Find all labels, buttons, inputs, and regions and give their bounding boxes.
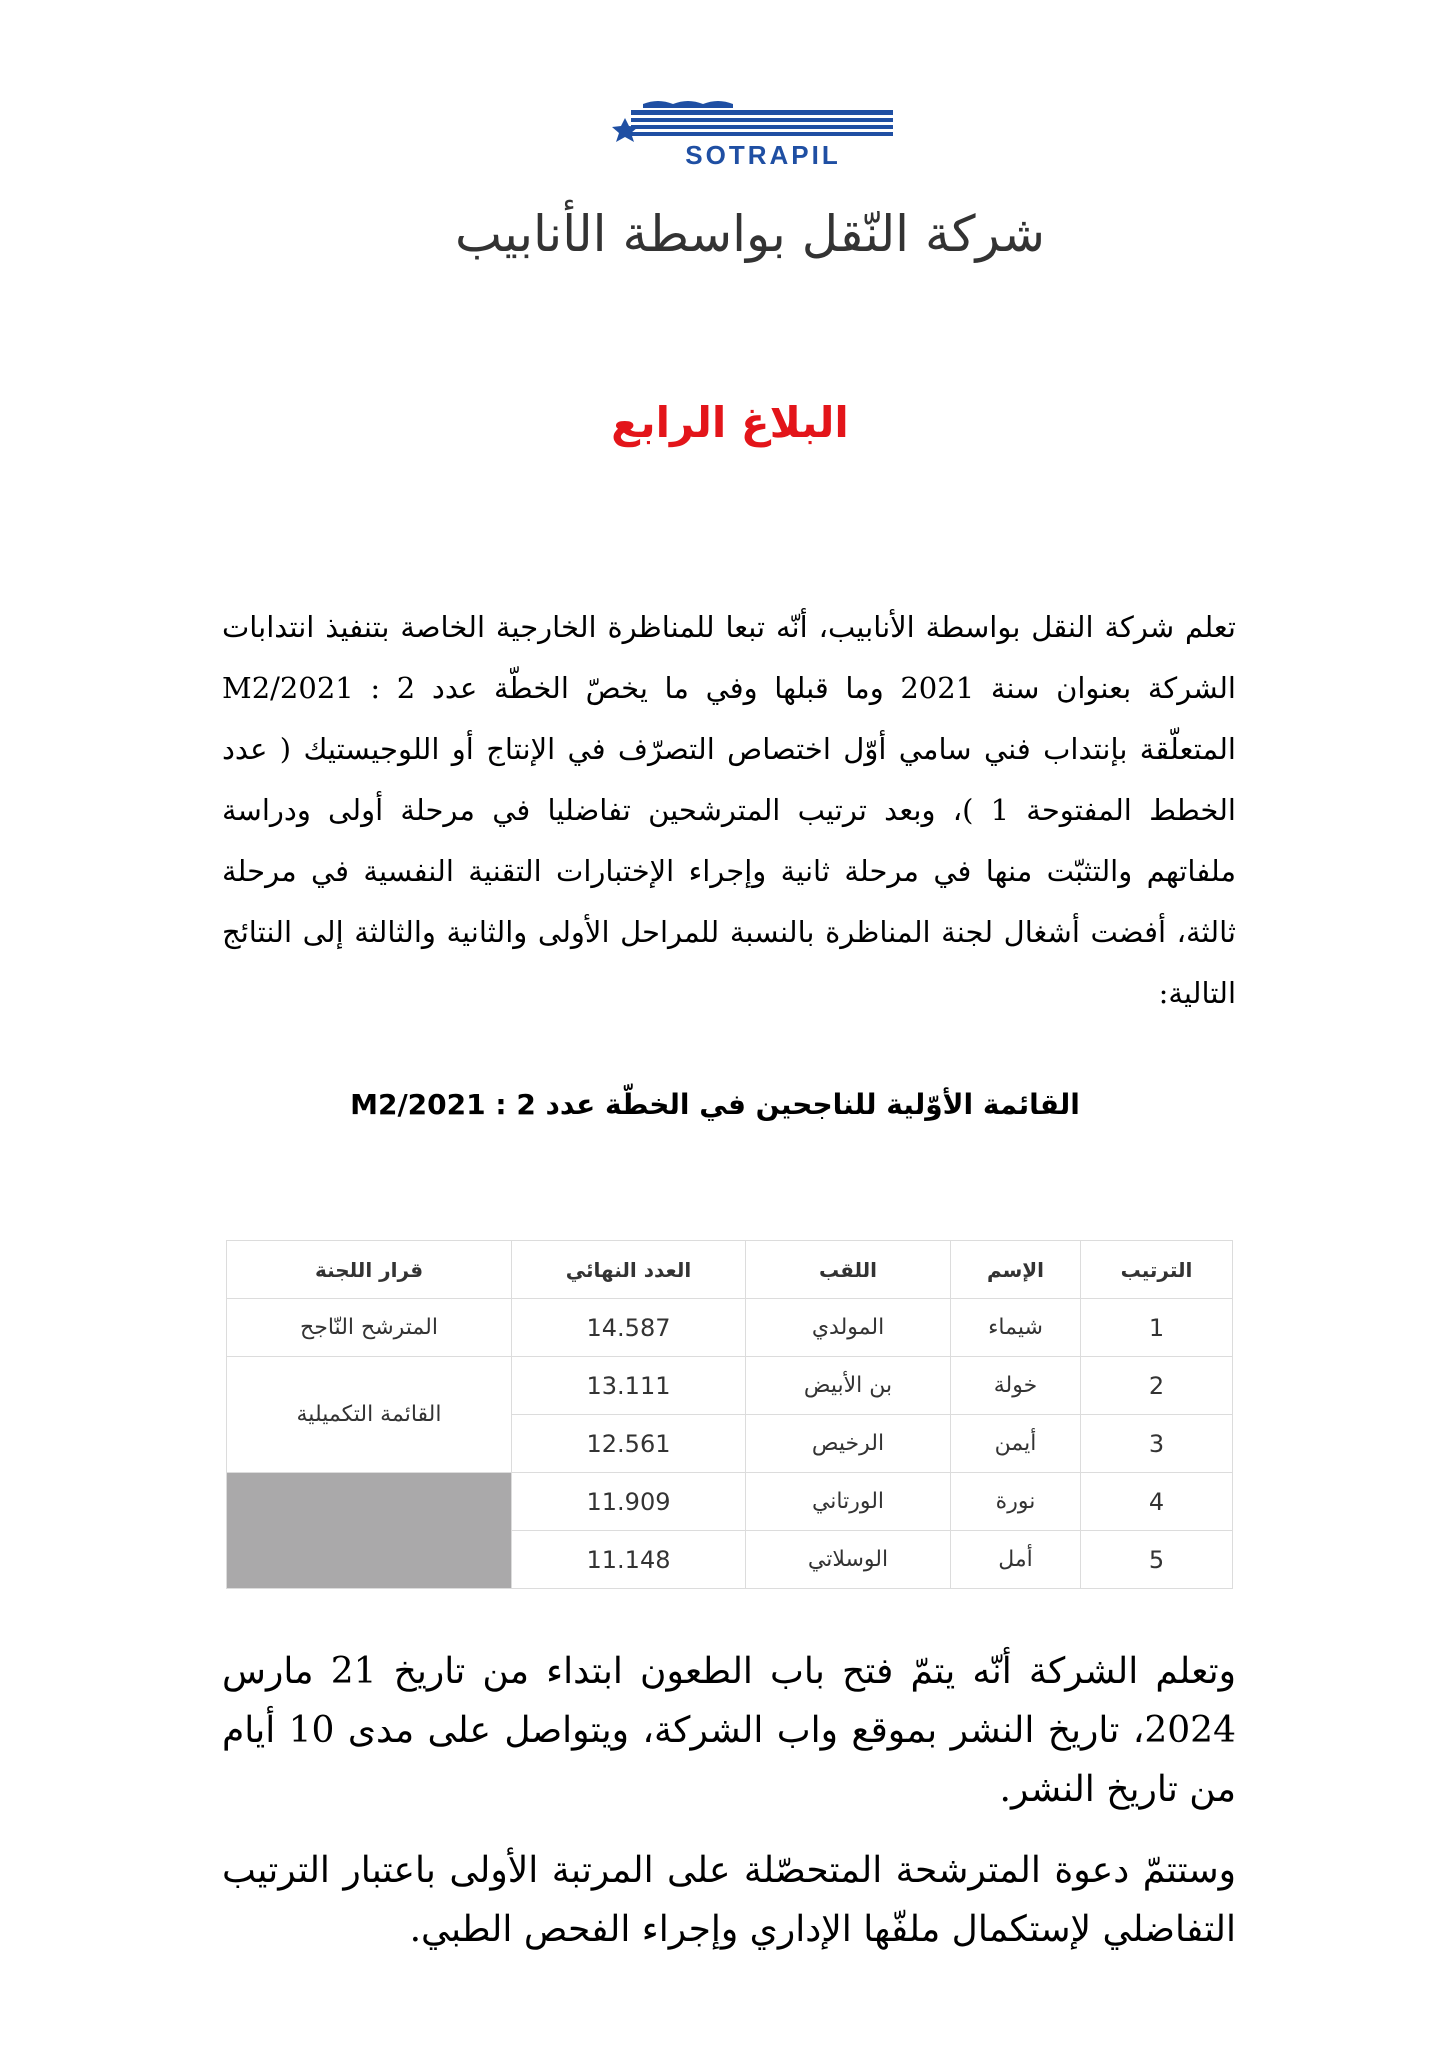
cell-decision: القائمة التكميلية [227,1357,512,1473]
sotrapil-logo-icon [603,96,903,168]
cell-score: 14.587 [512,1299,746,1357]
cell-first-name: نورة [951,1473,1081,1531]
cell-rank: 5 [1081,1531,1233,1589]
appeal-paragraph: وتعلم الشركة أنّه يتمّ فتح باب الطعون ابتداء من تاريخ 21 مارس 2024، تاريخ النشر بموقع واب الشركة، ويتواصل على مدى 10 أيام من تاريخ النشر. [222,1651,1236,1810]
header-last-name: اللقب [746,1241,951,1299]
intro-paragraph: تعلم شركة النقل بواسطة الأنابيب، أنّه تبعا للمناظرة الخارجية الخاصة بتنفيذ انتدابات الشركة بعنوان سنة 2021 وما قبلها وفي ما يخصّ الخطّة عدد 2 : M2/2021 المتعلّقة بإنتداب فني سامي أوّل اختصاص التصرّف في الإنتاج أو اللوجيستيك ( عدد الخطط المفتوحة 1 )، وبعد ترتيب المترشحين تفاضليا في مرحلة أولى ودراسة ملفاتهم والتثبّت منها في مرحلة ثانية وإجراء الإختبارات التقنية النفسية في مرحلة ثالثة، أفضت أشغال لجنة المناظرة بالنسبة للمراحل الأولى والثانية والثالثة إلى النتائج التالية: [222,610,1236,1010]
cell-last-name: الوسلاتي [746,1531,951,1589]
cell-rank: 1 [1081,1299,1233,1357]
cell-decision: المترشح النّاجح [227,1299,512,1357]
cell-first-name: أمل [951,1531,1081,1589]
header-first-name: الإسم [951,1241,1081,1299]
cell-rank: 2 [1081,1357,1233,1415]
cell-score: 11.148 [512,1531,746,1589]
table-row [227,1357,1233,1415]
page-title: البلاغ الرابع [611,398,849,447]
cell-first-name: شيماء [951,1299,1081,1357]
cell-rank: 3 [1081,1415,1233,1473]
cell-rank: 4 [1081,1473,1233,1531]
logo-text: SOTRAPIL [685,140,841,168]
header-rank: الترتيب [1081,1241,1233,1299]
header-score: العدد النهائي [512,1241,746,1299]
closing-section [222,1642,1236,1981]
cell-last-name: الرخيص [746,1415,951,1473]
table-row [227,1473,1233,1531]
cell-score: 11.909 [512,1473,746,1531]
cell-decision-empty [227,1473,512,1589]
company-name: شركة النّقل بواسطة الأنابيب [454,205,1046,263]
cell-first-name: أيمن [951,1415,1081,1473]
cell-last-name: الورتاني [746,1473,951,1531]
cell-last-name: بن الأبيض [746,1357,951,1415]
invitation-paragraph: وستتمّ دعوة المترشحة المتحصّلة على المرتبة الأولى باعتبار الترتيب التفاضلي لإستكمال ملفّها الإداري وإجراء الفحص الطبي. [222,1850,1236,1950]
cell-last-name: المولدي [746,1299,951,1357]
list-title: القائمة الأوّلية للناجحين في الخطّة عدد 2 : M2/2021 [350,1088,1080,1121]
results-table [226,1240,1233,1589]
cell-score: 12.561 [512,1415,746,1473]
header-decision: قرار اللجنة [227,1241,512,1299]
table-header-row [227,1241,1233,1299]
company-logo [603,96,903,168]
table-row [227,1299,1233,1357]
cell-first-name: خولة [951,1357,1081,1415]
cell-score: 13.111 [512,1357,746,1415]
